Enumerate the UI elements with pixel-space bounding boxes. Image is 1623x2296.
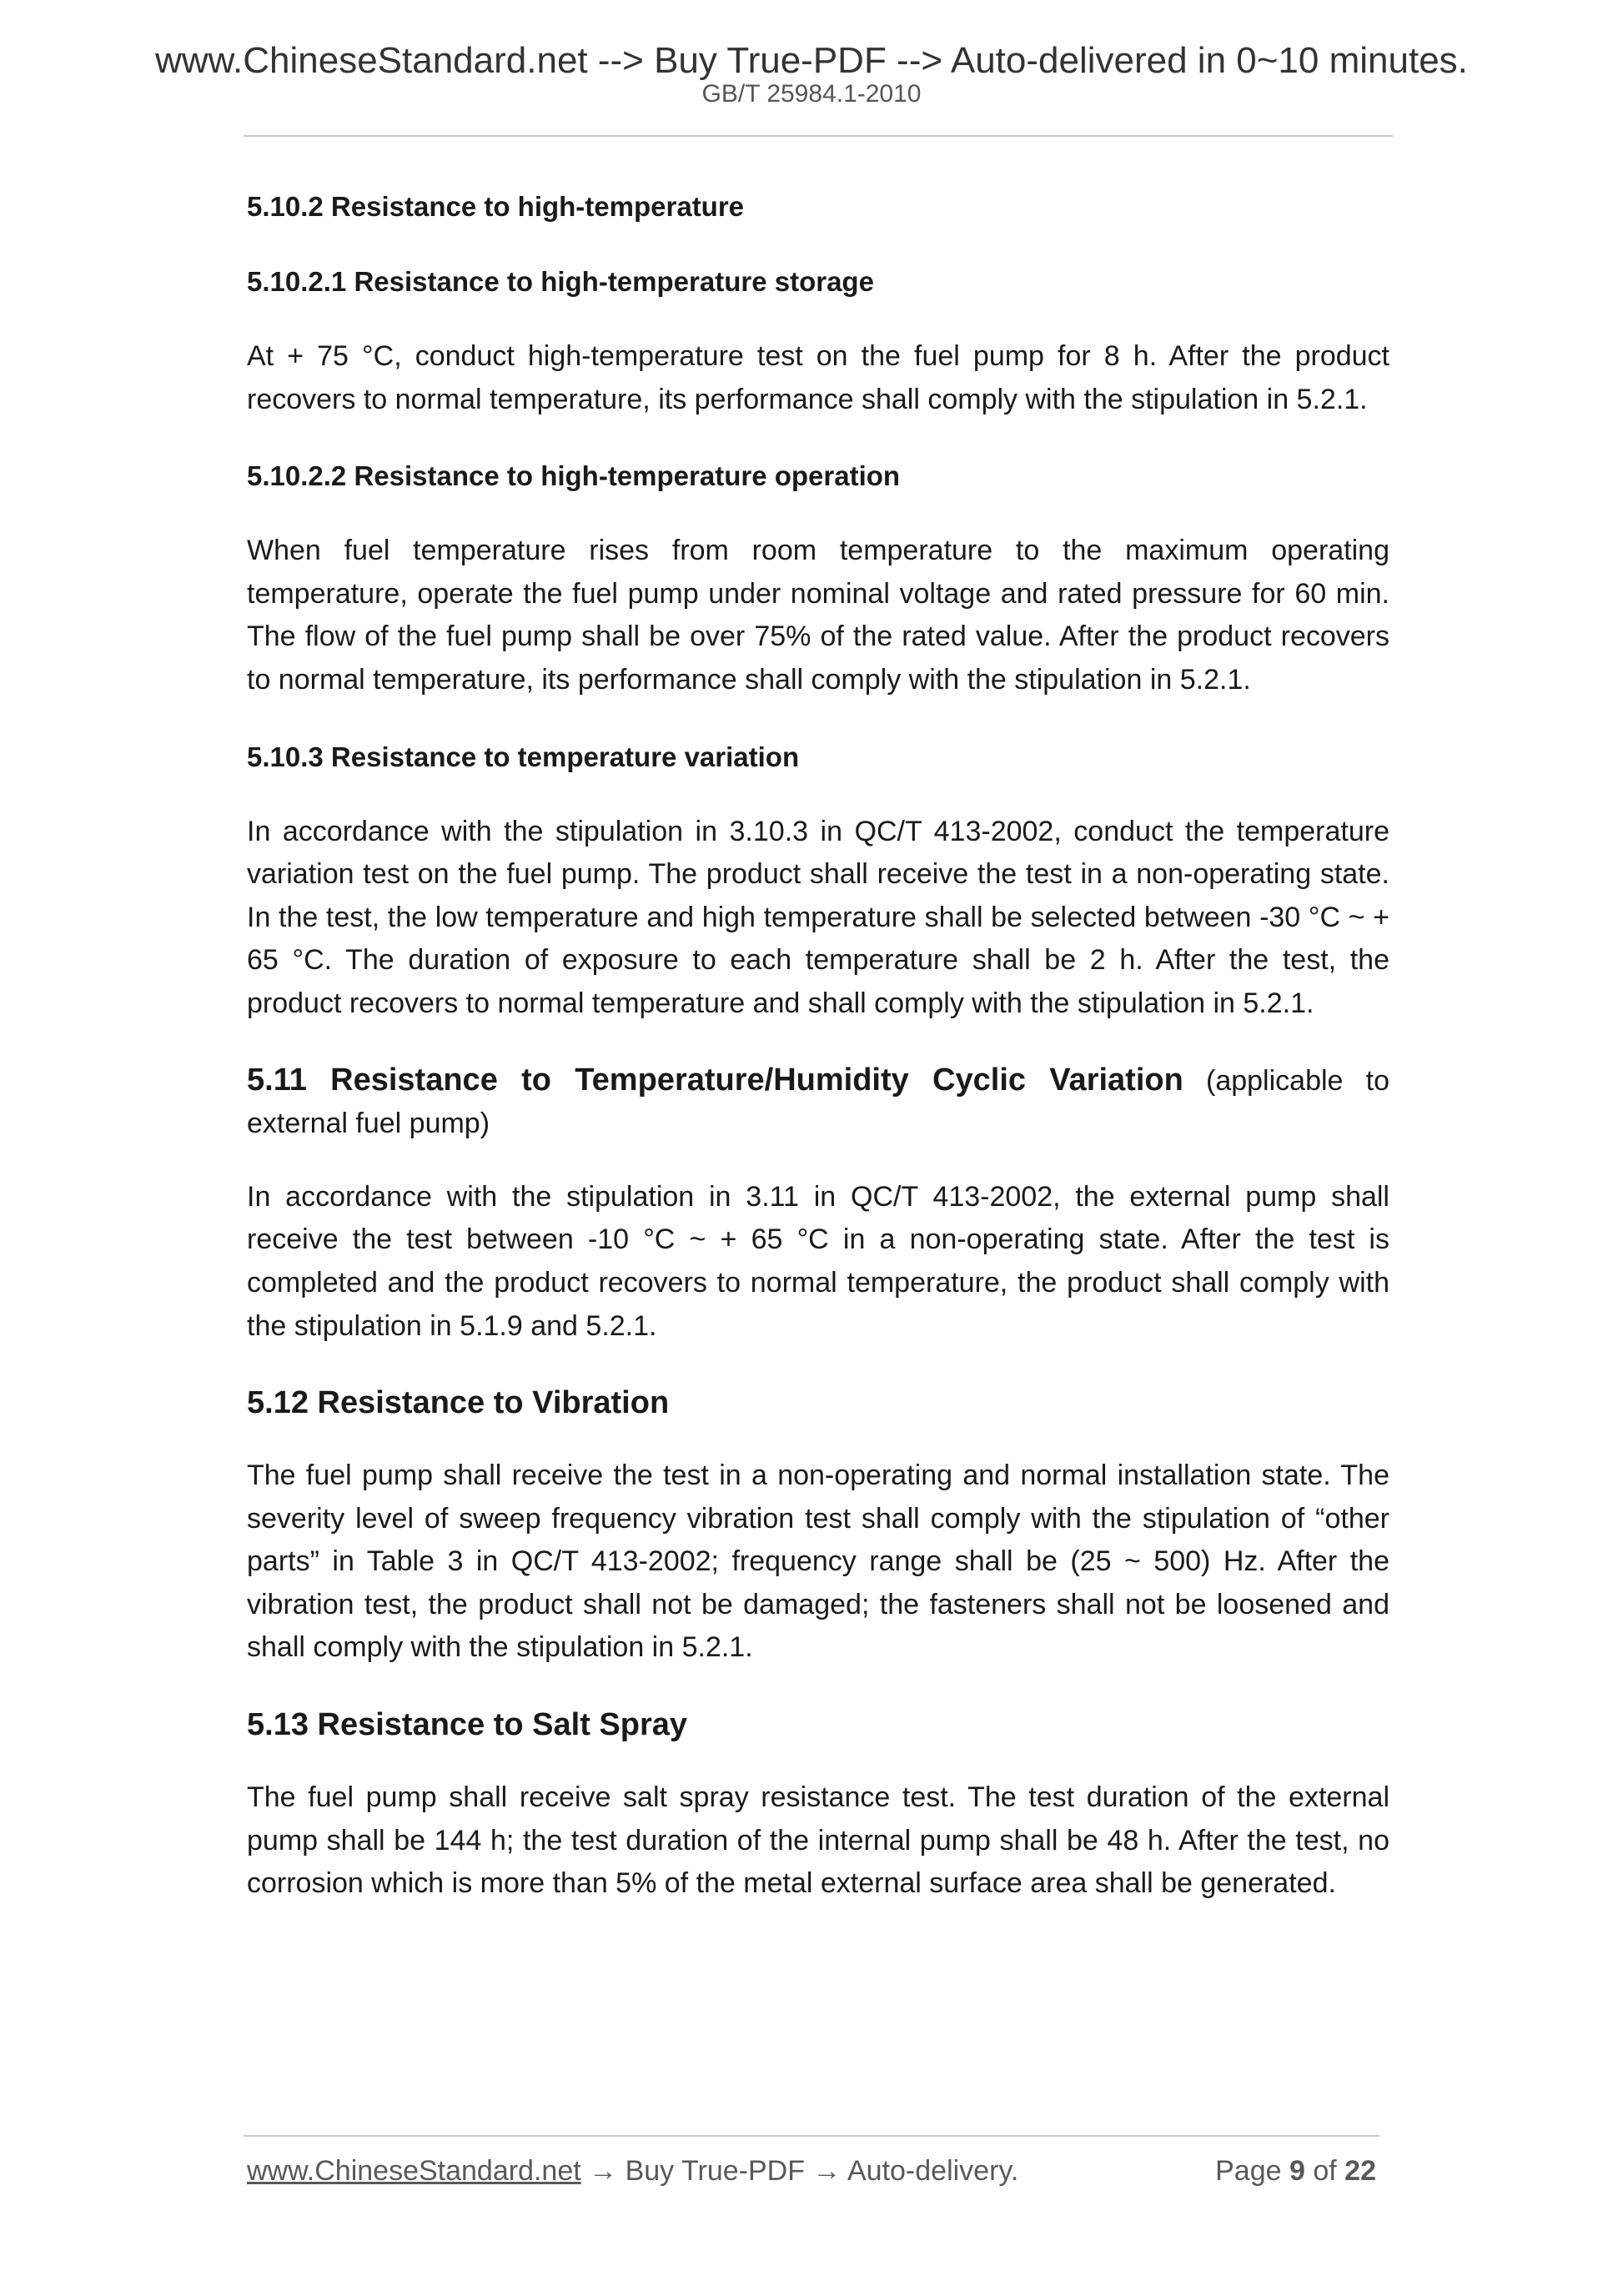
paragraph-5-10-2-2: When fuel temperature rises from room temperature to the maximum operating temperature, operate the fuel pump under nominal voltage and rated pressure for 60 min. The flow of the fuel pump shall be over 75% of the rated value. After the product recovers to normal temperature, its performance shall comply with the stipulation in 5.2.1. xyxy=(247,535,1389,696)
heading-5-10-2-2: 5.10.2.2 Resistance to high-temperature operation xyxy=(247,460,901,492)
page-footer xyxy=(247,2155,1376,2188)
heading-5-10-3: 5.10.3 Resistance to temperature variation xyxy=(247,741,800,772)
heading-5-11: 5.11 Resistance to Temperature/Humidity Cyclic Variation xyxy=(247,1062,1183,1098)
footer-tagline: → Buy True-PDF → Auto-delivery. xyxy=(580,2155,1019,2187)
paragraph-5-12: The fuel pump shall receive the test in a non-operating and normal installation state. The severity level of sweep frequency vibration test shall comply with the stipulation of “other parts” in Table 3 in QC/T 413-2002; frequency range shall be (25 ~ 500) Hz. After the vibration test, the product shall not be damaged; the fasteners shall not be loosened and shall comply with the stipulation in 5.2.1. xyxy=(247,1459,1389,1664)
page-number: 9 xyxy=(1289,2155,1305,2187)
heading-5-13: 5.13 Resistance to Salt Spray xyxy=(247,1707,688,1743)
page-content xyxy=(247,185,1389,1939)
heading-5-11-block xyxy=(247,1059,1389,1146)
header-banner: www.ChineseStandard.net --> Buy True-PDF --> Auto-delivered in 0~10 minutes. xyxy=(155,40,1468,81)
document-id: GB/T 25984.1-2010 xyxy=(701,80,922,108)
paragraph-5-11: In accordance with the stipulation in 3.11 in QC/T 413-2002, the external pump shall receive the test between -10 °C ~ + 65 °C in a non-operating state. After the test is completed and the product recovers to normal temperature, the product shall comply with the stipulation in 5.1.9 and 5.2.1. xyxy=(247,1180,1389,1342)
paragraph-5-10-3: In accordance with the stipulation in 3.10.3 in QC/T 413-2002, conduct the temperature variation test on the fuel pump. The product shall receive the test in a non-operating state. In the test, the low temperature and high temperature shall be selected between -30 °C ~ + 65 °C. The duration of exposure to each temperature shall be 2 h. After the test, the product recovers to normal temperature and shall comply with the stipulation in 5.2.1. xyxy=(247,815,1389,1019)
page-label: Page xyxy=(1215,2155,1282,2187)
footer-site-link[interactable]: www.ChineseStandard.net xyxy=(247,2155,581,2187)
heading-5-11-note: (applicable to external fuel pump) xyxy=(247,1064,1389,1140)
heading-5-12: 5.12 Resistance to Vibration xyxy=(247,1385,670,1421)
heading-5-10-2-1: 5.10.2.1 Resistance to high-temperature storage xyxy=(247,266,874,297)
page-total: 22 xyxy=(1344,2155,1376,2187)
footer-divider xyxy=(244,2135,1379,2137)
header-divider xyxy=(244,135,1393,137)
page-indicator xyxy=(1215,2155,1376,2188)
paragraph-5-10-2-1: At + 75 °C, conduct high-temperature test on the fuel pump for 8 h. After the product recovers to normal temperature, its performance shall comply with the stipulation in 5.2.1. xyxy=(247,340,1389,415)
heading-5-10-2: 5.10.2 Resistance to high-temperature xyxy=(247,191,745,222)
paragraph-5-13: The fuel pump shall receive salt spray resistance test. The test duration of the external pump shall be 144 h; the test duration of the internal pump shall be 48 h. After the test, no corrosion which is more than 5% of the metal external surface area shall be generated. xyxy=(247,1781,1389,1900)
of-label: of xyxy=(1313,2155,1337,2187)
